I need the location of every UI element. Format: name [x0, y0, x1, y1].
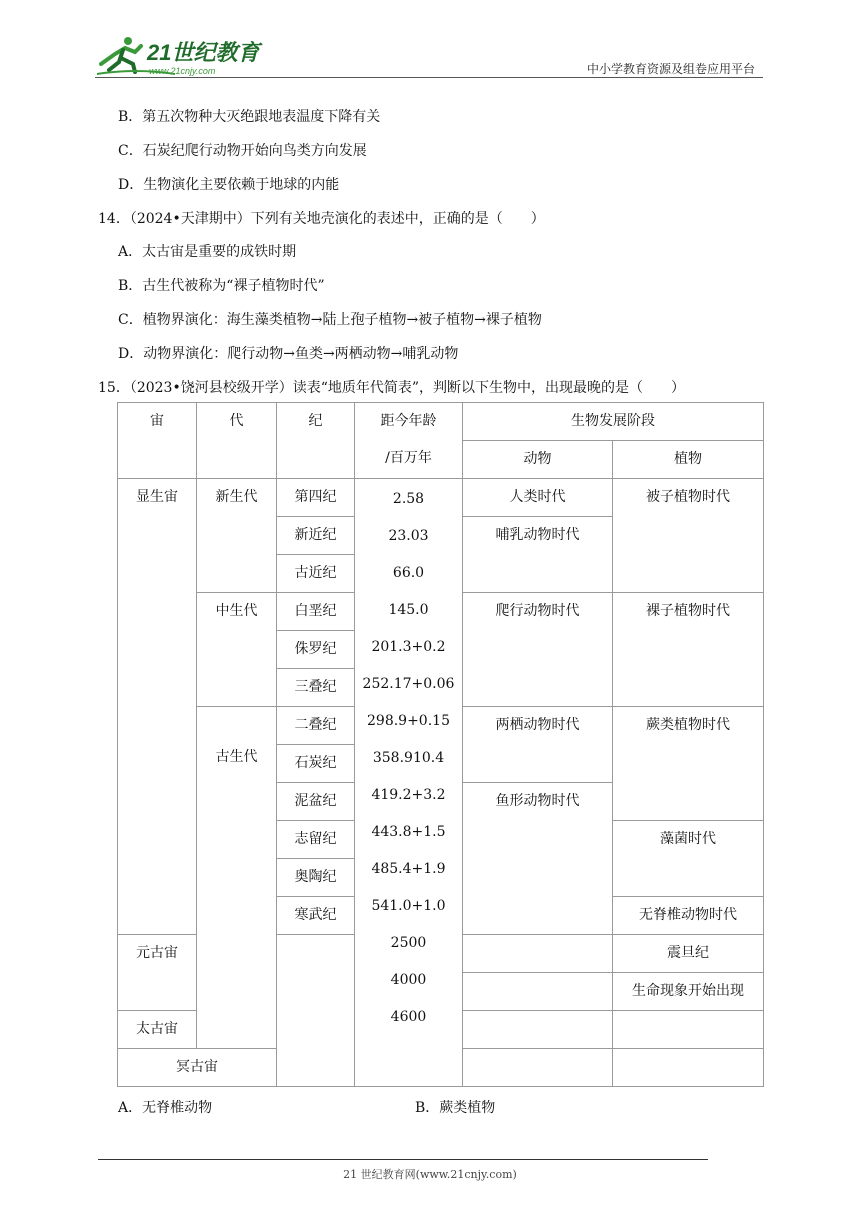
eon-proterozoic: 元古宙 [118, 935, 197, 1011]
logo-text: 21世纪教育 [147, 40, 260, 65]
age-value: 4600 [390, 1009, 427, 1025]
period-cell: 石炭纪 [277, 745, 355, 783]
animal-empty-cell [463, 935, 613, 973]
age-value: 66.0 [392, 565, 425, 581]
animal-empty-cell [463, 1011, 613, 1049]
period-cell: 古近纪 [277, 555, 355, 593]
plant-invertebrate: 无脊椎动物时代 [613, 897, 764, 935]
q15-option-b: B．蕨类植物 [415, 1100, 496, 1116]
era-paleozoic-label: 古生代 [215, 749, 258, 765]
q14-option-c: C．植物界演化：海生藻类植物→陆上孢子植物→被子植物→裸子植物 [118, 312, 542, 328]
header-age-unit: /百万年 [385, 450, 432, 466]
period-cell: 第四纪 [277, 479, 355, 517]
header-divider [95, 77, 763, 78]
plant-fern: 蕨类植物时代 [613, 707, 764, 821]
age-value: 298.9+0.15 [367, 713, 450, 729]
header-age-label: 距今年龄 [380, 413, 437, 429]
period-cell: 侏罗纪 [277, 631, 355, 669]
geologic-time-table [117, 402, 764, 1087]
period-cell: 三叠纪 [277, 669, 355, 707]
eon-archean: 太古宙 [118, 1011, 197, 1049]
eon-phanerozoic: 显生宙 [118, 479, 197, 935]
plant-gymnosperm: 裸子植物时代 [613, 593, 764, 707]
period-empty-cell [277, 935, 355, 1087]
q13-option-b: B．第五次物种大灭绝跟地表温度下降有关 [118, 109, 381, 125]
age-value: 145.0 [388, 602, 429, 618]
header-plant: 植物 [613, 441, 764, 479]
age-value: 485.4+1.9 [371, 861, 446, 877]
period-cell: 白垩纪 [277, 593, 355, 631]
header-age [355, 403, 463, 479]
page-header [95, 30, 763, 78]
footer-divider [98, 1159, 708, 1160]
age-value: 2.58 [392, 491, 425, 507]
period-cell: 寒武纪 [277, 897, 355, 935]
animal-empty-cell [463, 1049, 613, 1087]
age-value: 252.17+0.06 [362, 676, 455, 692]
era-paleozoic [197, 707, 277, 1049]
plant-empty-cell [613, 1011, 764, 1049]
header-period: 纪 [277, 403, 355, 479]
animal-fish: 鱼形动物时代 [463, 783, 613, 935]
animal-amphibian: 两栖动物时代 [463, 707, 613, 783]
q13-option-c: C．石炭纪爬行动物开始向鸟类方向发展 [118, 143, 367, 159]
age-column [355, 479, 463, 1087]
plant-empty-cell [613, 1049, 764, 1087]
header-animal: 动物 [463, 441, 613, 479]
age-value: 4000 [390, 972, 427, 988]
age-value: 358.910.4 [372, 750, 445, 766]
q14-option-b: B．古生代被称为“裸子植物时代” [118, 278, 325, 294]
era-mesozoic: 中生代 [197, 593, 277, 707]
logo-url: www.21cnjy.com [149, 66, 216, 76]
plant-algae: 藻菌时代 [613, 821, 764, 897]
age-value: 419.2+3.2 [371, 787, 446, 803]
period-cell: 新近纪 [277, 517, 355, 555]
age-value: 2500 [390, 935, 427, 951]
header-bio-stage: 生物发展阶段 [463, 403, 764, 441]
period-cell: 奥陶纪 [277, 859, 355, 897]
q14-stem: 14．（2024•天津期中）下列有关地壳演化的表述中，正确的是（ ） [98, 211, 545, 227]
platform-label: 中小学教育资源及组卷应用平台 [586, 62, 755, 76]
period-cell: 二叠纪 [277, 707, 355, 745]
plant-angiosperm: 被子植物时代 [613, 479, 764, 593]
age-value: 201.3+0.2 [371, 639, 446, 655]
plant-life-begins: 生命现象开始出现 [613, 973, 764, 1011]
animal-reptile: 爬行动物时代 [463, 593, 613, 707]
period-cell: 泥盆纪 [277, 783, 355, 821]
age-value: 541.0+1.0 [371, 898, 446, 914]
q14-option-a: A．太古宙是重要的成铁时期 [118, 244, 297, 260]
animal-empty-cell [463, 973, 613, 1011]
header-era: 代 [197, 403, 277, 479]
footer-text: 21 世纪教育网(www.21cnjy.com) [343, 1168, 517, 1181]
q15-stem: 15．（2023•饶河县校级开学）读表“地质年代简表”，判断以下生物中，出现最晚的是（ ） [98, 380, 686, 396]
q13-option-d: D．生物演化主要依赖于地球的内能 [118, 177, 340, 193]
header-eon: 宙 [118, 403, 197, 479]
q15-option-a: A．无脊椎动物 [118, 1100, 213, 1116]
era-cenozoic: 新生代 [197, 479, 277, 593]
plant-sinian: 震旦纪 [613, 935, 764, 973]
age-value: 443.8+1.5 [371, 824, 446, 840]
eon-hadean: 冥古宙 [118, 1049, 277, 1087]
animal-mammal: 哺乳动物时代 [463, 517, 613, 593]
period-cell: 志留纪 [277, 821, 355, 859]
animal-human: 人类时代 [463, 479, 613, 517]
q14-option-d: D．动物界演化：爬行动物→鱼类→两栖动物→哺乳动物 [118, 346, 459, 362]
site-logo [95, 34, 265, 78]
age-value: 23.03 [388, 528, 429, 544]
